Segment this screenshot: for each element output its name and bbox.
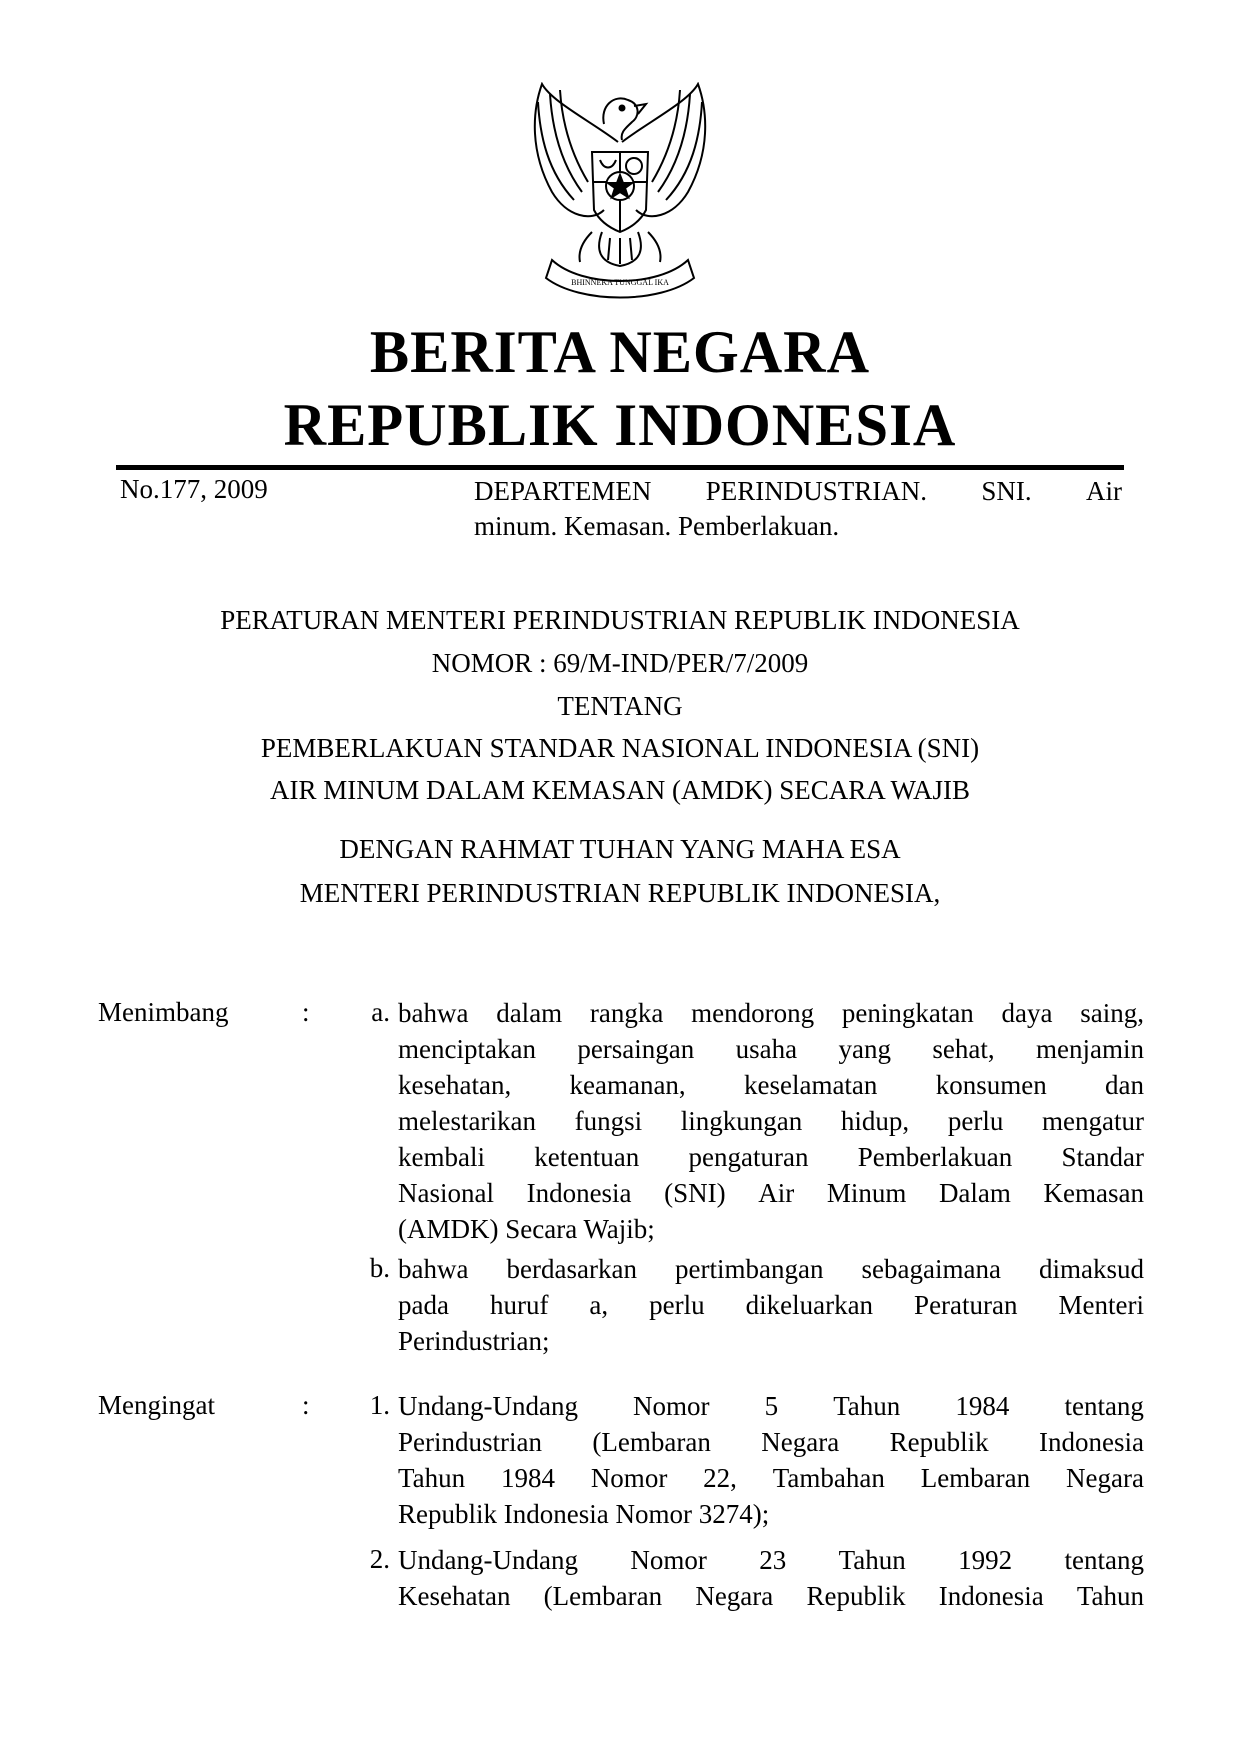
summary-line-2: minum. Kemasan. Pemberlakuan. [474, 511, 840, 541]
word: ketentuan [534, 1142, 640, 1172]
word: Air [758, 1178, 795, 1208]
mengingat-item-1 [398, 1388, 1144, 1532]
item-marker: 2. [369, 1544, 390, 1574]
word: huruf [489, 1290, 549, 1320]
text-line [398, 1139, 1144, 1175]
mengingat-item-2 [398, 1542, 1144, 1614]
text-line [398, 1175, 1144, 1211]
word: menjamin [1035, 1034, 1144, 1064]
mengingat-colon: : [302, 1390, 310, 1420]
word: mengatur [1041, 1106, 1144, 1136]
word: konsumen [935, 1070, 1047, 1100]
word: 1984 [500, 1463, 555, 1493]
text-line [398, 1460, 1144, 1496]
menimbang-colon: : [302, 997, 310, 1027]
mengingat-label: Mengingat [98, 1390, 215, 1420]
issue-number: No.177, 2009 [120, 474, 268, 504]
regulation-subject-line: AIR MINUM DALAM KEMASAN (AMDK) SECARA WAJIB [269, 775, 971, 805]
word: Nasional [398, 1178, 494, 1208]
word: Negara [761, 1427, 840, 1457]
word: Indonesia [938, 1581, 1044, 1611]
text-line [398, 1424, 1144, 1460]
text-line [398, 1103, 1144, 1139]
word: bahwa [398, 1254, 469, 1284]
word: a, [589, 1290, 609, 1320]
word: yang [838, 1034, 891, 1064]
garuda-emblem-icon [522, 82, 718, 304]
word: pada [398, 1290, 449, 1320]
word: (SNI) [664, 1178, 726, 1208]
word: persaingan [577, 1034, 695, 1064]
text-line [398, 1388, 1144, 1424]
word: saing, [1080, 998, 1144, 1028]
svg-text:BHINNEKA TUNGGAL IKA: BHINNEKA TUNGGAL IKA [571, 278, 669, 287]
word: Indonesia [1039, 1427, 1144, 1457]
word: 23 [759, 1545, 787, 1575]
word: Undang-Undang [398, 1545, 578, 1575]
masthead-title-line-1: BERITA NEGARA [369, 319, 871, 385]
word: Negara [1066, 1463, 1144, 1493]
word: Minum [826, 1178, 907, 1208]
word: rangka [589, 998, 664, 1028]
word: bahwa [398, 998, 469, 1028]
word: kembali [398, 1142, 485, 1172]
word: menciptakan [398, 1034, 536, 1064]
word: dalam [496, 998, 563, 1028]
text-line: Perindustrian; [398, 1326, 550, 1356]
text-line [398, 1287, 1144, 1323]
summary-word: PERINDUSTRIAN. [705, 476, 928, 506]
menimbang-item-b [398, 1251, 1144, 1359]
masthead-rule [116, 465, 1124, 470]
word: Perindustrian [398, 1427, 542, 1457]
word: Nomor [590, 1463, 668, 1493]
word: Indonesia [526, 1178, 632, 1208]
word: 1984 [955, 1391, 1010, 1421]
regulation-tentang: TENTANG [557, 691, 683, 721]
word: sehat, [932, 1034, 995, 1064]
item-marker: 1. [369, 1390, 390, 1420]
word: Undang-Undang [398, 1391, 578, 1421]
summary-word: SNI. [981, 476, 1032, 506]
word: Tahun [398, 1463, 466, 1493]
issue-summary [474, 474, 1122, 544]
word: Lembaran [920, 1463, 1031, 1493]
word: Kemasan [1043, 1178, 1144, 1208]
regulation-number: NOMOR : 69/M-IND/PER/7/2009 [431, 648, 809, 678]
word: 5 [764, 1391, 779, 1421]
word: perlu [649, 1290, 705, 1320]
word: Menteri [1058, 1290, 1144, 1320]
word: Tahun [838, 1545, 906, 1575]
text-line [398, 1542, 1144, 1578]
word: tentang [1064, 1391, 1144, 1421]
word: (Lembaran [592, 1427, 711, 1457]
regulation-title-line: PERATURAN MENTERI PERINDUSTRIAN REPUBLIK INDONESIA [220, 605, 1020, 635]
text-line: (AMDK) Secara Wajib; [398, 1214, 655, 1244]
masthead-title-line-2: REPUBLIK INDONESIA [283, 392, 957, 458]
preamble-line: DENGAN RAHMAT TUHAN YANG MAHA ESA [339, 834, 901, 864]
word: fungsi [574, 1106, 643, 1136]
word: lingkungan [680, 1106, 803, 1136]
word: daya [1001, 998, 1053, 1028]
word: dimaksud [1038, 1254, 1144, 1284]
word: Negara [695, 1581, 774, 1611]
word: Standar [1061, 1142, 1144, 1172]
word: Peraturan [914, 1290, 1018, 1320]
text-line [398, 1067, 1144, 1103]
text-line [398, 995, 1144, 1031]
text-line [398, 1031, 1144, 1067]
word: usaha [735, 1034, 798, 1064]
word: Republik [889, 1427, 989, 1457]
word: Kesehatan [398, 1581, 511, 1611]
text-line [398, 1578, 1144, 1614]
word: mendorong [691, 998, 815, 1028]
word: Tahun [833, 1391, 901, 1421]
word: tentang [1064, 1545, 1144, 1575]
word: Dalam [938, 1178, 1011, 1208]
word: kesehatan, [398, 1070, 512, 1100]
menimbang-label: Menimbang [98, 997, 229, 1027]
word: Nomor [630, 1545, 707, 1575]
word: sebagaimana [861, 1254, 1001, 1284]
item-marker: a. [371, 997, 390, 1027]
word: peningkatan [841, 998, 974, 1028]
word: keamanan, [569, 1070, 686, 1100]
word: (Lembaran [543, 1581, 663, 1611]
word: keselamatan [743, 1070, 878, 1100]
summary-word: DEPARTEMEN [474, 476, 652, 506]
text-line: Republik Indonesia Nomor 3274); [398, 1499, 770, 1529]
word: perlu [947, 1106, 1004, 1136]
text-line [398, 1251, 1144, 1287]
word: dan [1105, 1070, 1144, 1100]
menimbang-item-a [398, 995, 1144, 1247]
word: Pemberlakuan [857, 1142, 1013, 1172]
word: Republik [806, 1581, 906, 1611]
word: hidup, [840, 1106, 910, 1136]
word: Tambahan [772, 1463, 885, 1493]
regulation-subject-line: PEMBERLAKUAN STANDAR NASIONAL INDONESIA (SNI) [260, 733, 980, 763]
word: 22, [703, 1463, 737, 1493]
summary-word: Air [1085, 476, 1122, 506]
word: berdasarkan [506, 1254, 637, 1284]
item-marker: b. [369, 1253, 390, 1283]
word: dikeluarkan [745, 1290, 874, 1320]
word: melestarikan [398, 1106, 536, 1136]
word: Tahun [1076, 1581, 1144, 1611]
word: pertimbangan [675, 1254, 824, 1284]
word: Nomor [633, 1391, 710, 1421]
preamble-line: MENTERI PERINDUSTRIAN REPUBLIK INDONESIA, [299, 878, 941, 908]
word: pengaturan [688, 1142, 809, 1172]
word: 1992 [958, 1545, 1013, 1575]
